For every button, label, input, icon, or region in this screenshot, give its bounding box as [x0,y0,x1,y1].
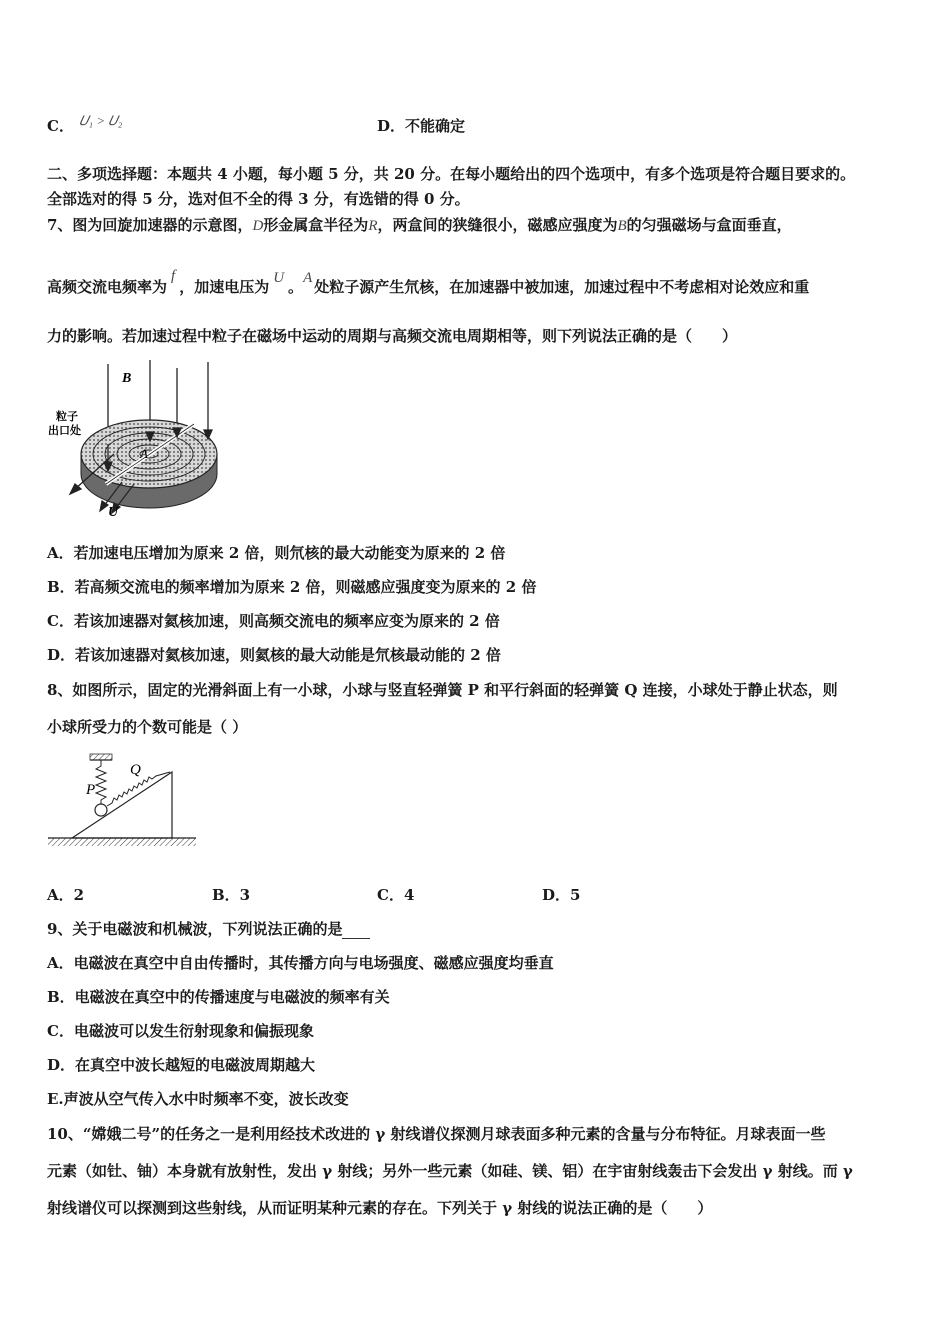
q10-stem-line1: 10、“嫦娥二号”的任务之一是利用经技术改进的 γ 射线谱仪探测月球表面多种元素的含量与分布特征。月球表面一些 [47,1125,826,1143]
q8-stem-line2: 小球所受力的个数可能是（ ） [47,718,248,736]
q9-option-a: A．电磁波在真空中自由传播时，其传播方向与电场强度、磁感应强度均垂直 [47,954,554,972]
q8-option-b: B．3 [212,886,251,904]
q7-var-u: U [273,270,285,286]
q7-var-f: f [171,268,176,284]
q7-text: 高频交流电频率为 [47,278,168,296]
q9-stem [47,919,370,939]
q6-option-d: D．不能确定 [377,117,466,135]
q6-option-c [47,113,123,137]
q8-option-c: C．4 [377,886,415,904]
q7-text: 的匀强磁场与盒面垂直， [626,216,792,234]
q7-stem-line3: 力的影响。若加速过程中粒子在磁场中运动的周期与高频交流电周期相等，则下列说法正确的是（ ） [47,327,738,345]
fig-label-q: Q [130,762,141,778]
q7-text: ，加速电压为 [179,278,270,296]
q6-option-c-formula: 𝑈₁ > 𝑈₂ [79,113,123,128]
q9-option-e: E.声波从空气传入水中时频率不变，波长改变 [47,1090,349,1108]
q7-var-d: D [252,218,264,234]
ceiling-mount [90,754,112,760]
q7-cyclotron-figure [44,358,234,520]
q7-var-r: R [368,218,378,234]
fig-label-b: B [122,371,132,386]
q7-text: 形金属盒半径为 [263,216,369,234]
ground-hatch [48,838,196,846]
q7-var-a: A [303,270,313,286]
fig-label-u: U [108,505,119,520]
q7-stem-line1 [47,215,792,236]
q7-option-b: B．若高频交流电的频率增加为原来 2 倍，则磁感应强度变为原来的 2 倍 [47,578,537,596]
q9-stem-text: 9、关于电磁波和机械波，下列说法正确的是 [47,920,343,938]
q8-incline-figure [44,752,200,856]
spring-p [96,760,106,804]
fig-label-a: A [140,446,148,461]
q8-stem-line1: 8、如图所示，固定的光滑斜面上有一小球，小球与竖直轻弹簧 P 和平行斜面的轻弹簧 Q 连接，小球处于静止状态，则 [47,681,838,699]
q7-option-c: C．若该加速器对氦核加速，则高频交流电的频率应变为原来的 2 倍 [47,612,500,630]
q8-option-d: D．5 [542,886,581,904]
q7-text: 处粒子源产生氘核，在加速器中被加速，加速过程中不考虑相对论效应和重 [314,278,810,296]
q7-text: 7、图为回旋加速器的示意图， [47,216,253,234]
q9-option-c: C．电磁波可以发生衍射现象和偏振现象 [47,1022,314,1040]
q7-stem-line2 [47,268,810,298]
answer-blank [342,924,370,939]
fig-label-p: P [86,782,96,798]
section2-heading-line1: 二、多项选择题：本题共 4 小题，每小题 5 分，共 20 分。在每小题给出的四个选项中，有多个选项是符合题目要求的。 [47,165,856,183]
q9-option-d: D．在真空中波长越短的电磁波周期越大 [47,1056,316,1074]
q7-option-a: A．若加速电压增加为原来 2 倍，则氘核的最大动能变为原来的 2 倍 [47,544,506,562]
q10-stem-line3: 射线谱仪可以探测到这些射线，从而证明某种元素的存在。下列关于 γ 射线的说法正确的是（ ） [47,1199,713,1217]
q7-var-b: B [617,218,627,234]
fig-label-exit-2: 出口处 [48,425,81,437]
section2-heading-line2: 全部选对的得 5 分，选对但不全的得 3 分，有选错的得 0 分。 [47,190,470,208]
q7-text: 。 [288,278,304,296]
ball [95,804,107,816]
q6-option-c-label: C． [47,117,74,135]
q7-option-d: D．若该加速器对氦核加速，则氦核的最大动能是氘核最动能的 2 倍 [47,646,501,664]
q8-option-a: A．2 [47,886,85,904]
q7-text: ，两盒间的狭缝很小，磁感应强度为 [377,216,618,234]
fig-label-exit-1: 粒子 [56,411,78,423]
q9-option-b: B．电磁波在真空中的传播速度与电磁波的频率有关 [47,988,390,1006]
q10-stem-line2: 元素（如钍、铀）本身就有放射性，发出 γ 射线；另外一些元素（如硅、镁、铝）在宇宙射线轰击下会发出 γ 射线。而 γ [47,1162,853,1180]
